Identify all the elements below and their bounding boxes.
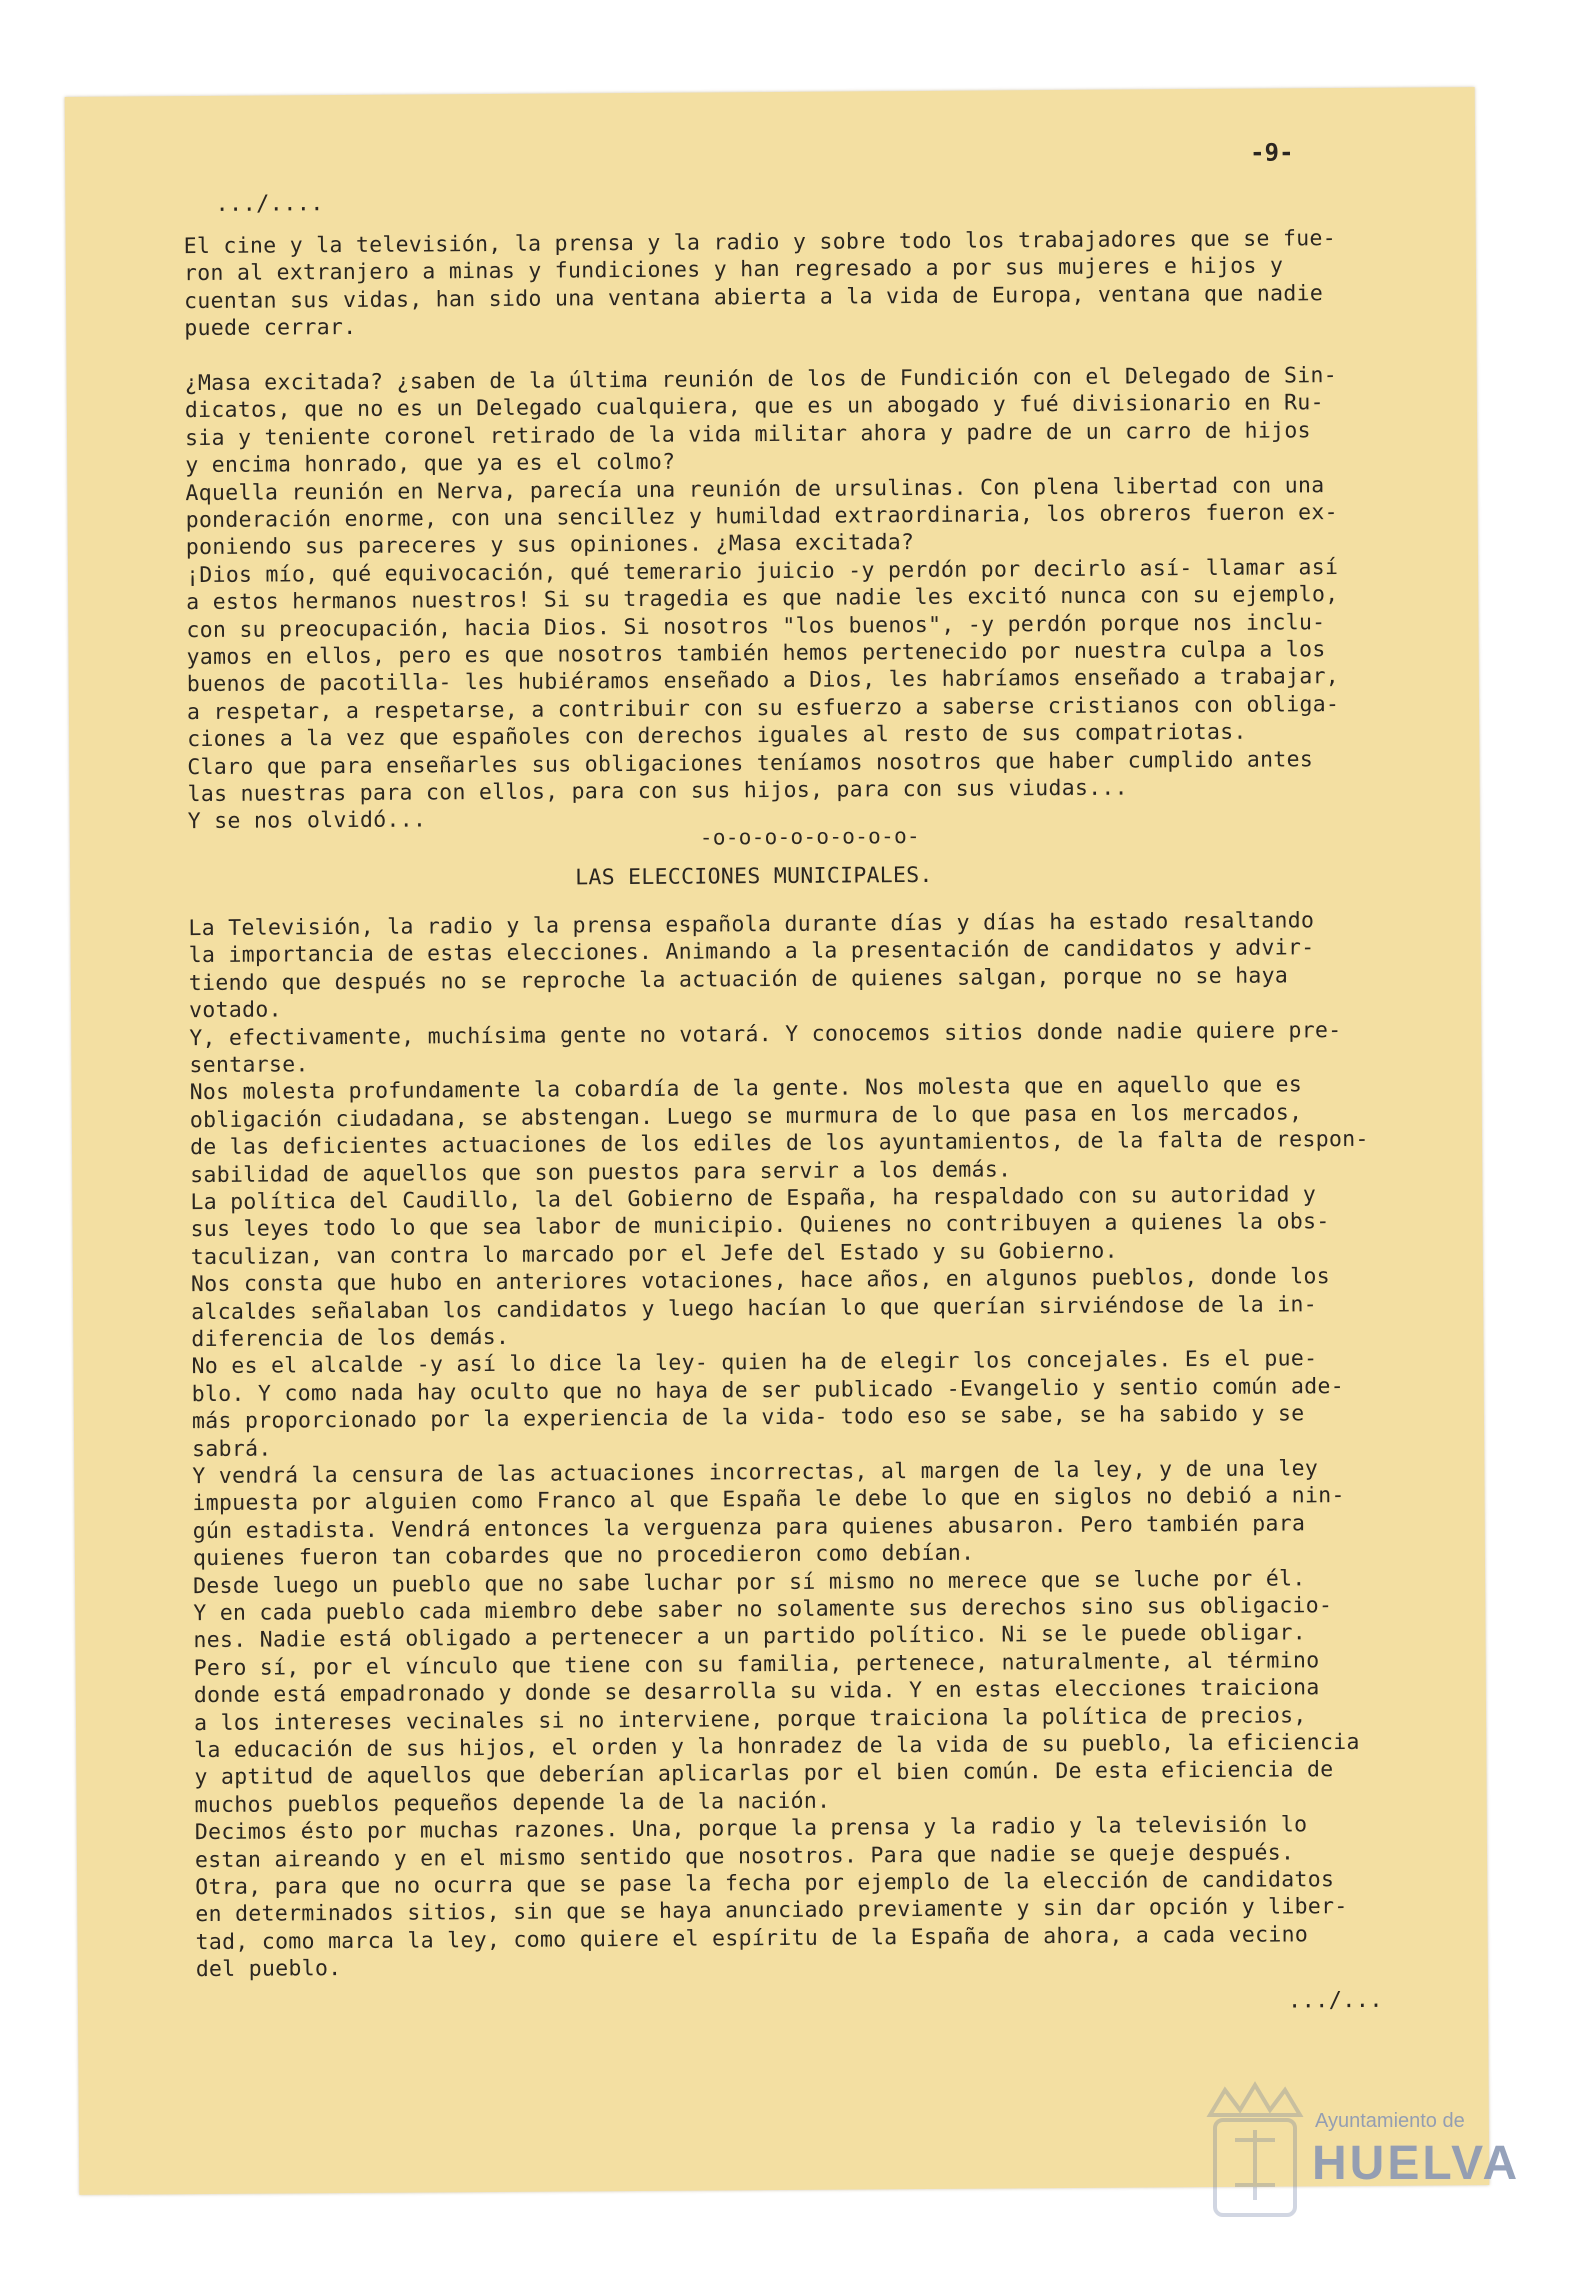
- text-line: Claro que para enseñarles sus obligaciones teníamos nosotros que haber cumplido antes: [187, 746, 1314, 780]
- text-line: la importancia de estas elecciones. Animando a la presentación de candidatos y advir-: [188, 935, 1315, 969]
- text-line: buenos de pacotilla- les hubiéramos enseñado a Dios, les habríamos enseñado a trabajar,: [186, 664, 1340, 698]
- text-line: alcaldes señalaban los candidatos y luego hacían lo que querían sirviéndose de la in-: [191, 1291, 1317, 1325]
- text-line: en determinados sitios, sin que se haya anunciado previamente y sin dar opción y liber-: [195, 1894, 1348, 1928]
- text-line: diferencia de los demás.: [191, 1324, 510, 1353]
- typed-text-area: [65, 87, 1490, 2195]
- text-line: No es el alcalde -y así lo dice la ley- quien ha de elegir los concejales. Es el pue-: [191, 1346, 1318, 1380]
- text-line: Y se nos olvidó...: [187, 807, 427, 835]
- text-line: con su preocupación, hacia Dios. Si nosotros "los buenos", -y perdón porque nos inclu-: [186, 609, 1326, 643]
- text-line: quienes fueron tan cobardes que no procedieron como debían.: [192, 1540, 975, 1572]
- text-line: obligación ciudadana, se abstengan. Luego se murmura de lo que pasa en los mercados,: [189, 1100, 1303, 1133]
- text-line: ¡Dios mío, qué equivocación, qué temerario juicio -y perdón por decirlo así- llamar así: [185, 554, 1339, 588]
- text-line: votado.: [188, 997, 282, 1024]
- text-line: sabilidad de aquellos que son puestos para servir a los demás.: [190, 1156, 1012, 1188]
- text-line: Nos consta que hubo en anteriores votaciones, hace años, en algunos pueblos, donde los: [190, 1264, 1331, 1298]
- text-line: Desde luego un pueblo que no sabe luchar por sí mismo no merece que se luche por él.: [193, 1565, 1306, 1599]
- text-line: muchos pueblos pequeños depende la de la nación.: [194, 1788, 831, 1818]
- text-line: ciones a la vez que españoles con derechos iguales al resto de sus compatriotas.: [187, 719, 1247, 753]
- continued-marker-bottom: .../...: [1287, 1987, 1383, 2014]
- text-line: sabrá.: [192, 1436, 272, 1462]
- text-line: ¿Masa excitada? ¿saben de la última reunión de los de Fundición con el Delegado de Sin-: [184, 363, 1338, 397]
- text-line: Y vendrá la censura de las actuaciones incorrectas, al margen de la ley, y de una ley: [192, 1456, 1319, 1490]
- text-line: nes. Nadie está obligado a pertenecer a un partido político. Ni se le puede obligar.: [193, 1620, 1307, 1654]
- text-line: Otra, para que no ocurra que se pase la fecha por ejemplo de la elección de candidatos: [195, 1867, 1335, 1901]
- text-line: Aquella reunión en Nerva, parecía una reunión de ursulinas. Con plena libertad con una: [185, 472, 1325, 506]
- text-line: del pueblo.: [195, 1956, 342, 1983]
- text-line: tiendo que después no se reproche la actuación de quienes salgan, porque no se haya: [188, 963, 1289, 996]
- text-line: taculizan, van contra lo marcado por el Jefe del Estado y su Gobierno.: [190, 1238, 1118, 1270]
- text-line: sus leyes todo lo que sea labor de municipio. Quienes no contribuyen a quienes la obs-: [190, 1209, 1330, 1243]
- text-line: donde está empadronado y donde se desarrolla su vida. Y en estas elecciones traiciona: [193, 1675, 1320, 1709]
- text-line: yamos en ellos, pero es que nosotros también hemos pertenecido por nuestra culpa a los: [186, 637, 1326, 671]
- text-line: La Televisión, la radio y la prensa española durante días y días ha estado resaltando: [188, 908, 1315, 942]
- text-line: sia y teniente coronel retirado de la vida militar ahora y padre de un carro de hijos: [184, 418, 1311, 451]
- text-line: las nuestras para con ellos, para con sus hijos, para con sus viudas...: [187, 775, 1128, 808]
- text-line: Nos molesta profundamente la cobardía de la gente. Nos molesta que en aquello que es: [189, 1072, 1303, 1106]
- text-line: Y en cada pueblo cada miembro debe saber no solamente sus derechos sino sus obligacio-: [193, 1593, 1333, 1627]
- text-line: estan aireando y en el mismo sentido que nosotros. Para que nadie se queje después.: [194, 1840, 1295, 1873]
- text-line: ron al extranjero a minas y fundiciones y han regresado a por sus mujeres e hijos y: [183, 253, 1284, 287]
- text-line: Pero sí, por el vínculo que tiene con su familia, pertenece, naturalmente, al término: [193, 1648, 1320, 1681]
- text-line: poniendo sus pareceres y sus opiniones. ¿Masa excitada?: [185, 530, 915, 561]
- text-line: blo. Y como nada hay oculto que no haya de ser publicado -Evangelio y sentio común ade-: [191, 1373, 1345, 1407]
- watermark-line1: Ayuntamiento de: [1315, 2110, 1465, 2132]
- watermark-line2: HUELVA: [1312, 2137, 1521, 2190]
- text-line: ponderación enorme, con una sencillez y humildad extraordinaria, los obreros fueron ex-: [185, 500, 1338, 534]
- text-line: a los intereses vecinales si no interviene, porque traiciona la política de precios,: [193, 1702, 1307, 1736]
- document-page: [65, 87, 1490, 2195]
- continued-marker-top: .../....: [215, 191, 324, 217]
- section-workers: [65, 87, 1475, 835]
- text-line: sentarse.: [189, 1052, 309, 1079]
- text-line: impuesta por alguien como Franco al que España le debe lo que en siglos no debió a nin-: [192, 1483, 1345, 1517]
- text-line: cuentan sus vidas, han sido una ventana abierta a la vida de Europa, ventana que nadie: [184, 280, 1324, 314]
- section-separator: -o-o-o-o-o-o-o-o-: [699, 823, 921, 850]
- text-line: Y, efectivamente, muchísima gente no votará. Y conocemos sitios donde nadie quiere pre-: [189, 1017, 1342, 1051]
- text-line: Decimos ésto por muchas razones. Una, porque la prensa y la radio y la televisión lo: [194, 1812, 1308, 1846]
- text-line: El cine y la televisión, la prensa y la radio y sobre todo los trabajadores que se fue-: [183, 226, 1337, 260]
- text-line: tad, como marca la ley, como quiere el espíritu de la España de ahora, a cada vecino: [195, 1922, 1309, 1955]
- text-line: dicatos, que no es un Delegado cualquiera, que es un abogado y fué divisionario en Ru-: [184, 390, 1324, 424]
- text-line: la educación de sus hijos, el orden y la honradez de la vida de su pueblo, la eficiencia: [194, 1729, 1360, 1764]
- text-line: puede cerrar.: [184, 315, 357, 342]
- text-line: más proporcionado por la experiencia de la vida- todo eso se sabe, se ha sabido y se: [191, 1401, 1305, 1435]
- text-line: gún estadista. Vendrá entonces la verguenza para quienes abusaron. Pero también para: [192, 1511, 1306, 1544]
- page-number: -9-: [1250, 138, 1294, 167]
- text-line: a estos hermanos nuestros! Si su tragedia es que nadie les excitó nunca con su ejemplo,: [186, 582, 1339, 616]
- text-line: y aptitud de aquellos que deberían aplicarlas por el bien común. De esta eficiencia de: [194, 1757, 1334, 1791]
- section-title-elecciones: LAS ELECCIONES MUNICIPALES.: [575, 862, 933, 891]
- text-line: de las deficientes actuaciones de los ediles de los ayuntamientos, de la falta de respon-: [189, 1127, 1369, 1161]
- text-line: a respetar, a respetarse, a contribuir con su esfuerzo a saberse cristianos con obliga-: [186, 691, 1340, 725]
- text-line: La política del Caudillo, la del Gobierno de España, ha respaldado con su autoridad y: [190, 1182, 1317, 1216]
- text-line: y encima honrado, que ya es el colmo?: [185, 449, 676, 479]
